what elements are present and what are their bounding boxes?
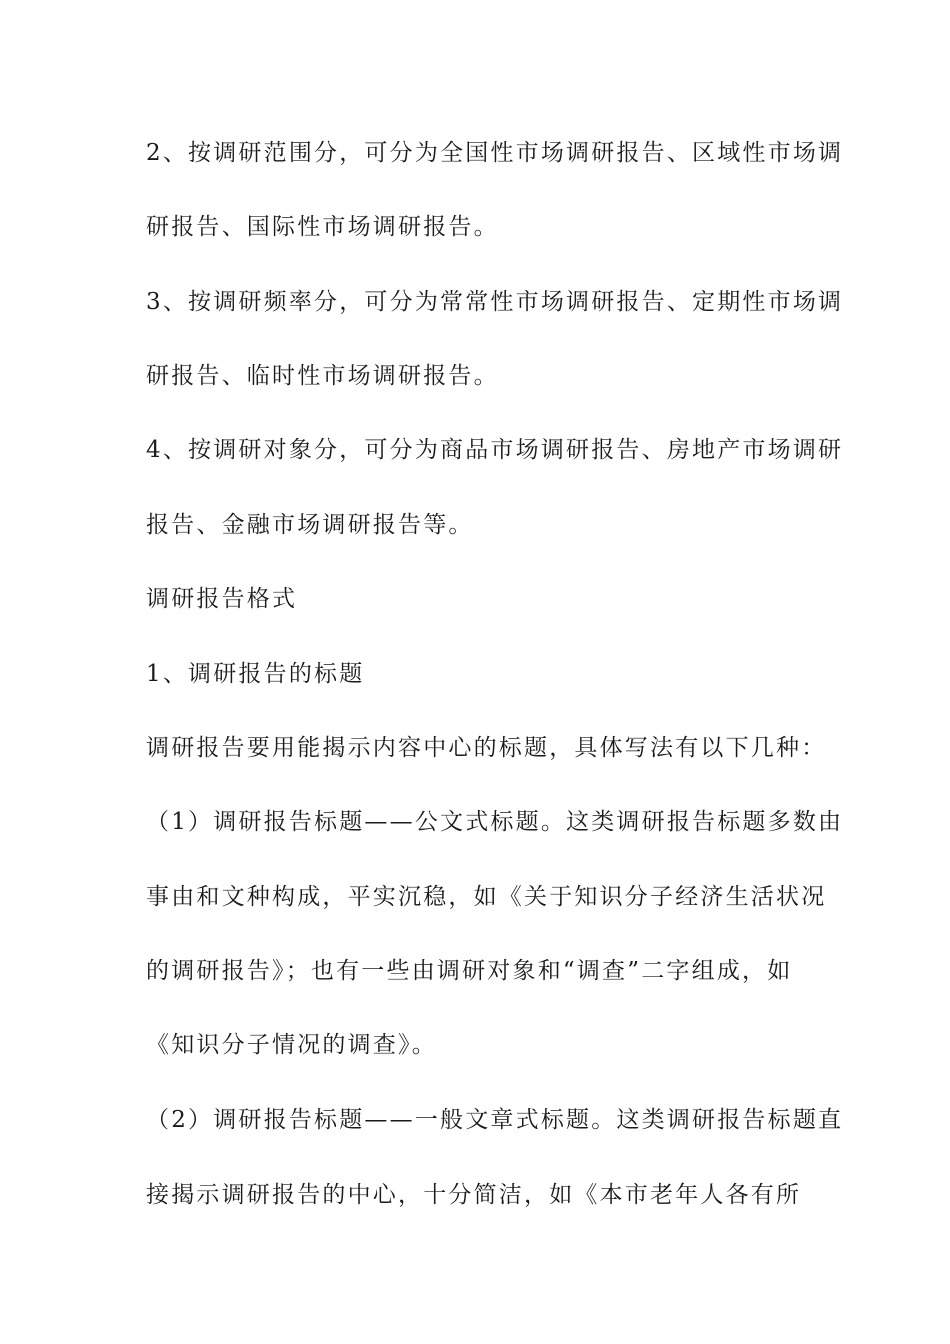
text-line: 的调研报告》；也有一些由调研对象和“调查”二字组成，如 — [146, 958, 793, 984]
text-line: （1）调研报告标题——公文式标题。这类调研报告标题多数由 — [146, 809, 844, 835]
text-line: 研报告、国际性市场调研报告。 — [146, 214, 499, 240]
subsection-heading: 1、调研报告的标题 — [146, 661, 365, 687]
text-line: 《知识分子情况的调查》。 — [146, 1032, 437, 1058]
text-line: 报告、金融市场调研报告等。 — [146, 512, 474, 538]
text-line: 4、按调研对象分，可分为商品市场调研报告、房地产市场调研 — [146, 437, 844, 463]
text-line: 调研报告要用能揭示内容中心的标题，具体写法有以下几种： — [146, 735, 827, 761]
text-line: （2）调研报告标题——一般文章式标题。这类调研报告标题直 — [146, 1107, 844, 1133]
text-line: 3、按调研频率分，可分为常常性市场调研报告、定期性市场调 — [146, 289, 844, 315]
text-line: 研报告、临时性市场调研报告。 — [146, 363, 499, 389]
text-line: 事由和文种构成，平实沉稳，如《关于知识分子经济生活状况 — [146, 884, 827, 910]
section-heading: 调研报告格式 — [146, 586, 298, 612]
text-line: 接揭示调研报告的中心，十分简洁，如《本市老年人各有所 — [146, 1182, 802, 1208]
text-line: 2、按调研范围分，可分为全国性市场调研报告、区域性市场调 — [146, 140, 844, 166]
